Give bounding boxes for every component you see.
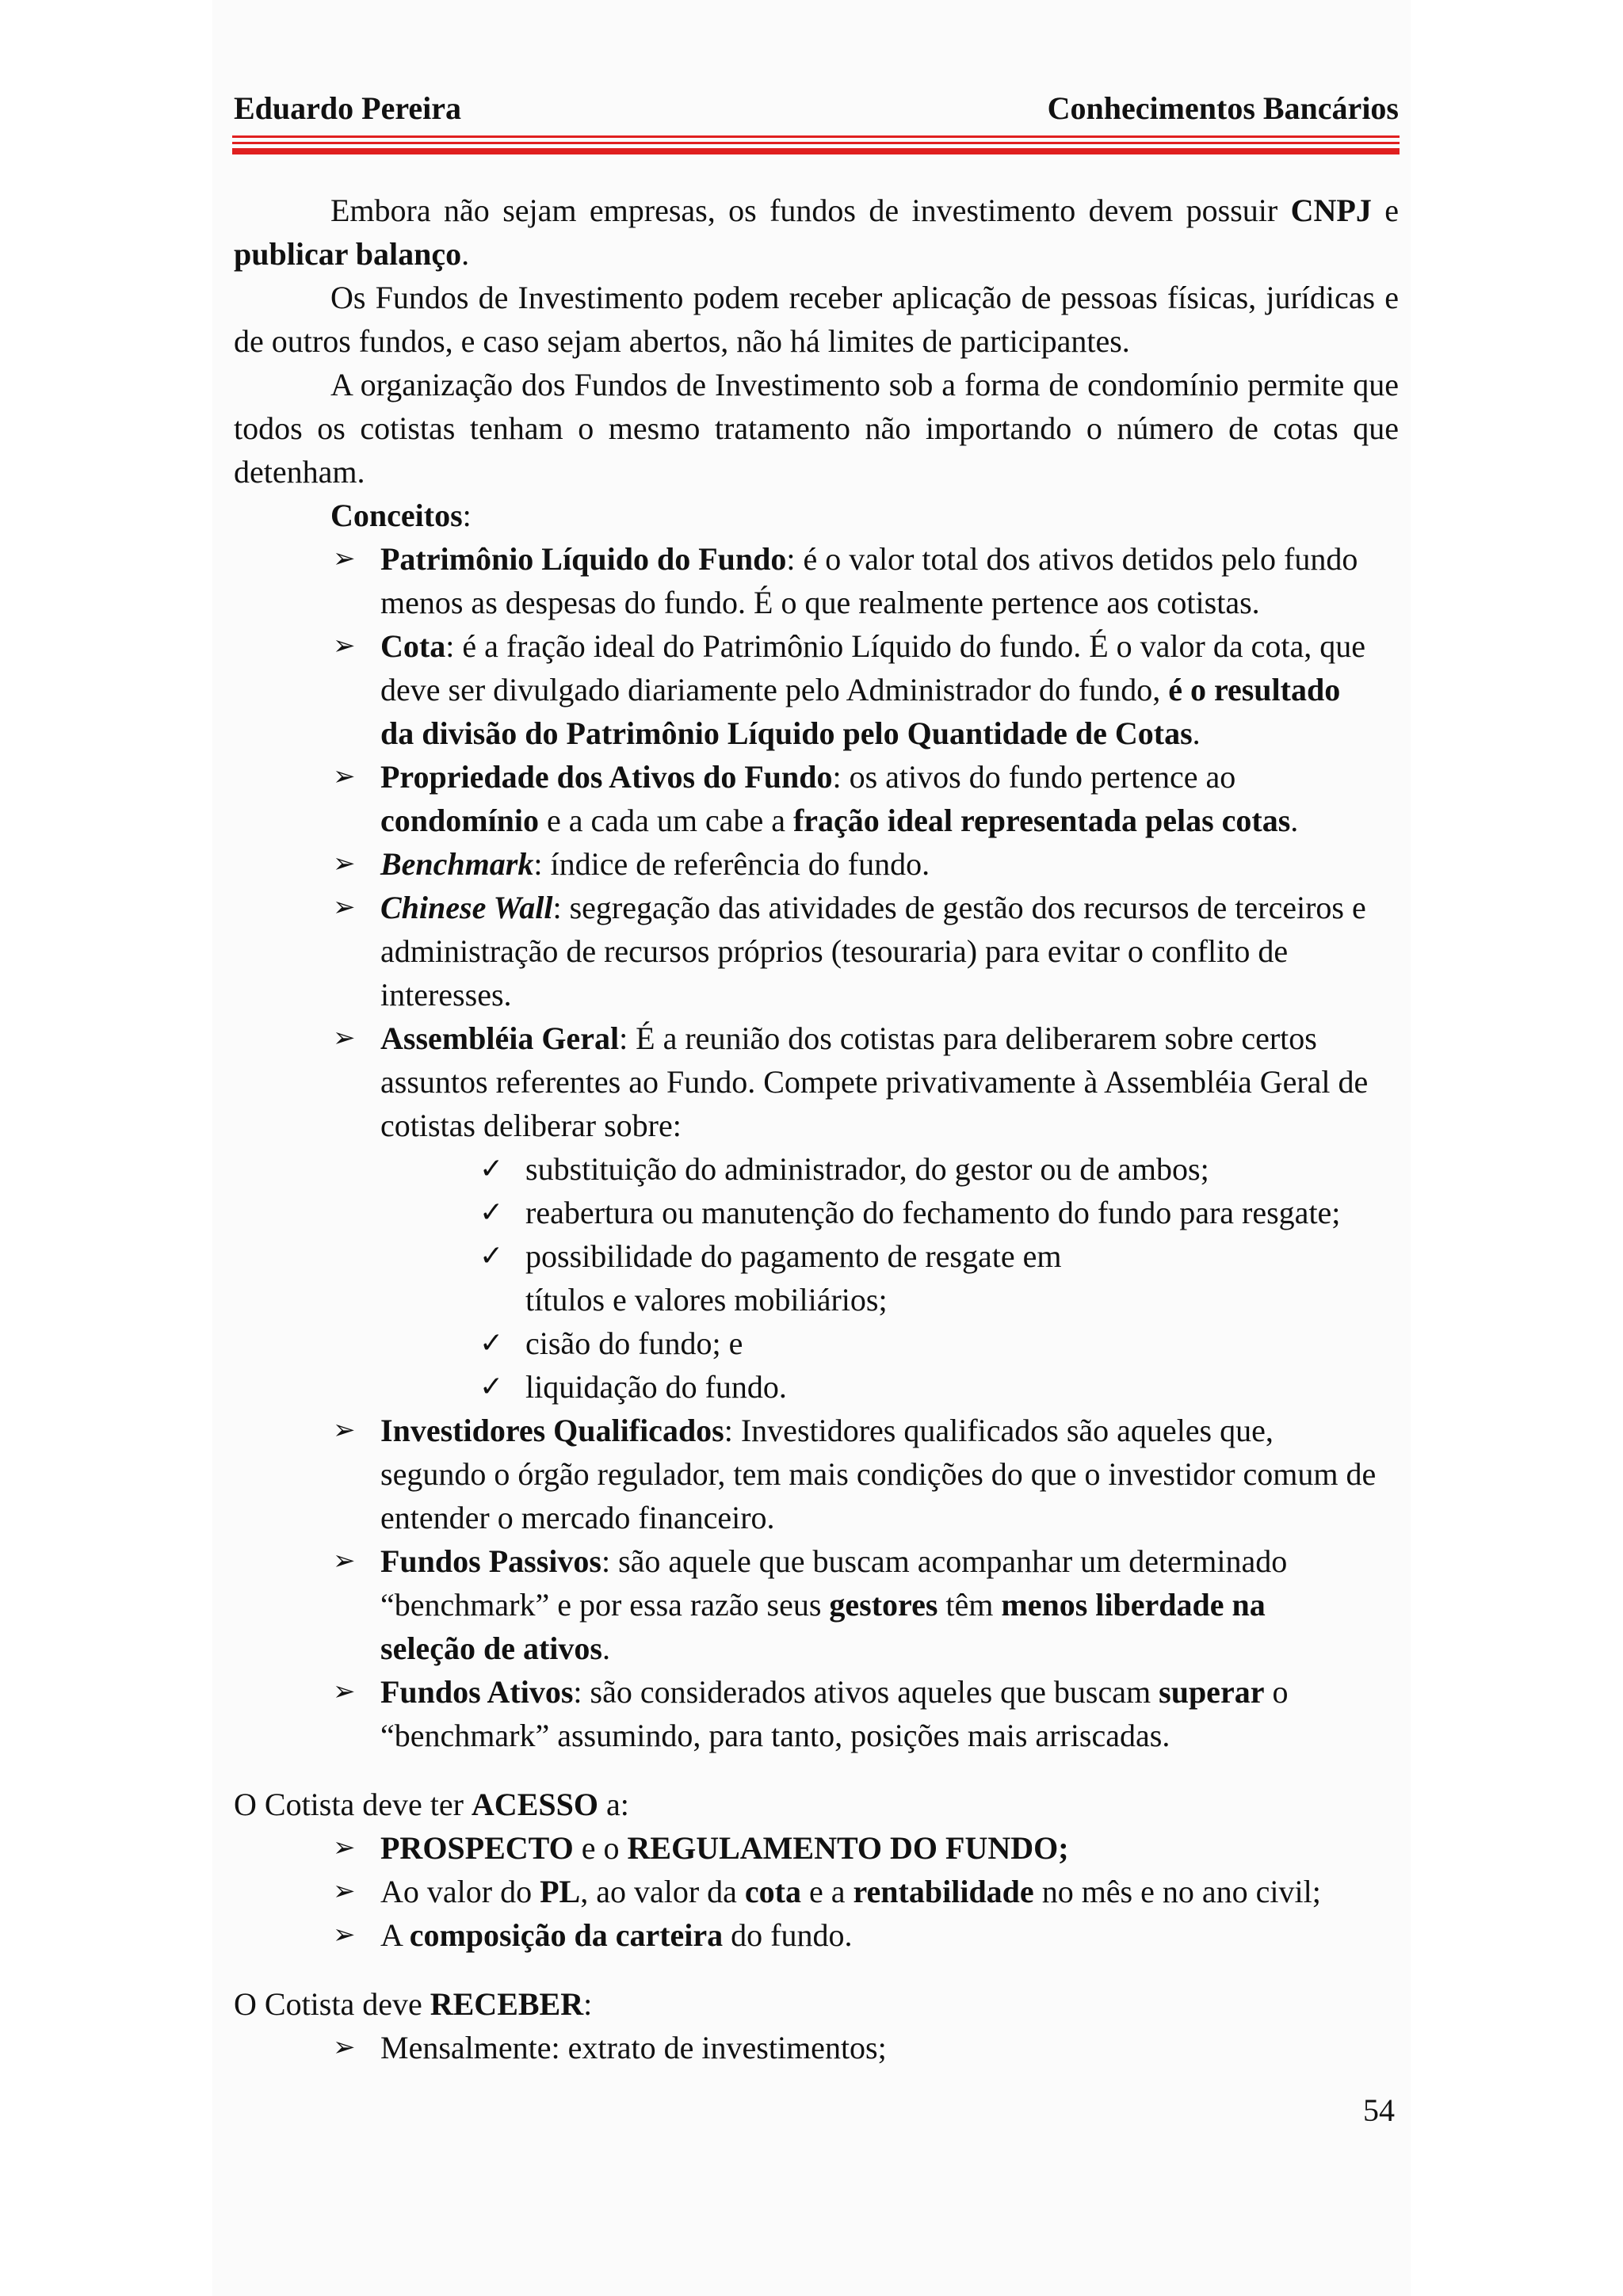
paragraph-investors: Os Fundos de Investimento podem receber aplicação de pessoas físicas, jurídicas e de outros fundos, e caso sejam abertos, não há limites de participantes. (234, 280, 1399, 359)
list-item: ➢ Fundos Passivos: são aquele que buscam acompanhar um determinado “benchmark” e por essa razão seus gestores têm menos liberdade na seleção de ativos. (234, 1539, 1399, 1670)
paragraph-cnpj: Embora não sejam empresas, os fundos de investimento devem possuir CNPJ e publicar balanço. (234, 193, 1399, 272)
arrow-bullet-icon: ➢ (333, 543, 356, 574)
arrow-bullet-icon: ➢ (333, 891, 356, 923)
check-item: ✓ reabertura ou manutenção do fechamento do fundo para resgate; (234, 1191, 1399, 1234)
concepts-heading: Conceitos: (330, 498, 472, 533)
list-item: ➢ Ao valor do PL, ao valor da cota e a rentabilidade no mês e no ano civil; (234, 1870, 1399, 1913)
list-item: ➢ A composição da carteira do fundo. (234, 1913, 1399, 1957)
list-item: ➢ Propriedade dos Ativos do Fundo: os ativos do fundo pertence ao condomínio e a cada um cabe a fração ideal representada pelas cotas. (234, 755, 1399, 842)
concepts-list (234, 537, 1399, 1147)
checkmark-icon: ✓ (479, 1153, 504, 1185)
arrow-bullet-icon: ➢ (333, 630, 356, 662)
check-item: ✓ substituição do administrador, do gestor ou de ambos; (234, 1147, 1399, 1191)
arrow-bullet-icon: ➢ (333, 1919, 356, 1951)
arrow-bullet-icon: ➢ (333, 1676, 356, 1707)
arrow-bullet-icon: ➢ (333, 1545, 356, 1577)
arrow-bullet-icon: ➢ (333, 1832, 356, 1863)
list-item: ➢ Assembléia Geral: É a reunião dos cotistas para deliberarem sobre certos assuntos referentes ao Fundo. Compete privativamente à Assembléia Geral de cotistas deliberar sobre: (234, 1016, 1399, 1147)
list-item: ➢ Chinese Wall: segregação das atividades de gestão dos recursos de terceiros e administração de recursos próprios (tesouraria) para evitar o conflito de interesses. (234, 886, 1399, 1016)
access-heading: O Cotista deve ter ACESSO a: (234, 1787, 629, 1822)
access-list (234, 1826, 1399, 1957)
check-item: ✓ cisão do fundo; e (234, 1322, 1399, 1365)
check-item: ✓ possibilidade do pagamento de resgate em títulos e valores mobiliários; (234, 1234, 1399, 1322)
checkmark-icon: ✓ (479, 1327, 504, 1360)
check-item: ✓ liquidação do fundo. (234, 1365, 1399, 1409)
assembly-checklist (234, 1147, 1399, 1409)
checkmark-icon: ✓ (479, 1196, 504, 1229)
list-item: ➢ Benchmark: índice de referência do fundo. (234, 842, 1399, 886)
page-number: 54 (1363, 2092, 1395, 2128)
paragraph-condominium: A organização dos Fundos de Investimento sob a forma de condomínio permite que todos os cotistas tenham o mesmo tratamento não importando o número de cotas que detenham. (234, 367, 1399, 490)
header-subject: Conhecimentos Bancários (1047, 90, 1399, 126)
receive-list (234, 2026, 1399, 2069)
checkmark-icon: ✓ (479, 1371, 504, 1403)
arrow-bullet-icon: ➢ (333, 2031, 356, 2063)
receive-heading: O Cotista deve RECEBER: (234, 1986, 593, 2022)
header-rule (232, 135, 1400, 158)
list-item: ➢ Fundos Ativos: são considerados ativos aqueles que buscam superar o “benchmark” assumindo, para tanto, posições mais arriscadas. (234, 1670, 1399, 1757)
checkmark-icon: ✓ (479, 1240, 504, 1272)
list-item: ➢ Cota: é a fração ideal do Patrimônio Líquido do fundo. É o valor da cota, que deve ser divulgado diariamente pelo Administrador do fundo, é o resultado da divisão do Patrimônio Líquido pelo Quantidade de Cotas. (234, 624, 1399, 755)
list-item: ➢ Patrimônio Líquido do Fundo: é o valor total dos ativos detidos pelo fundo menos as despesas do fundo. É o que realmente pertence aos cotistas. (234, 537, 1399, 624)
page-header (234, 90, 1399, 126)
arrow-bullet-icon: ➢ (333, 1414, 356, 1446)
arrow-bullet-icon: ➢ (333, 761, 356, 792)
list-item: ➢ Investidores Qualificados: Investidores qualificados são aqueles que, segundo o órgão regulador, tem mais condições do que o investidor comum de entender o mercado financeiro. (234, 1409, 1399, 1539)
list-item: ➢ PROSPECTO e o REGULAMENTO DO FUNDO; (234, 1826, 1399, 1870)
arrow-bullet-icon: ➢ (333, 1022, 356, 1054)
arrow-bullet-icon: ➢ (333, 848, 356, 879)
concepts-list-continued (234, 1409, 1399, 1757)
arrow-bullet-icon: ➢ (333, 1875, 356, 1907)
list-item: ➢ Mensalmente: extrato de investimentos; (234, 2026, 1399, 2069)
page-body (234, 189, 1399, 2069)
header-author: Eduardo Pereira (234, 90, 462, 126)
